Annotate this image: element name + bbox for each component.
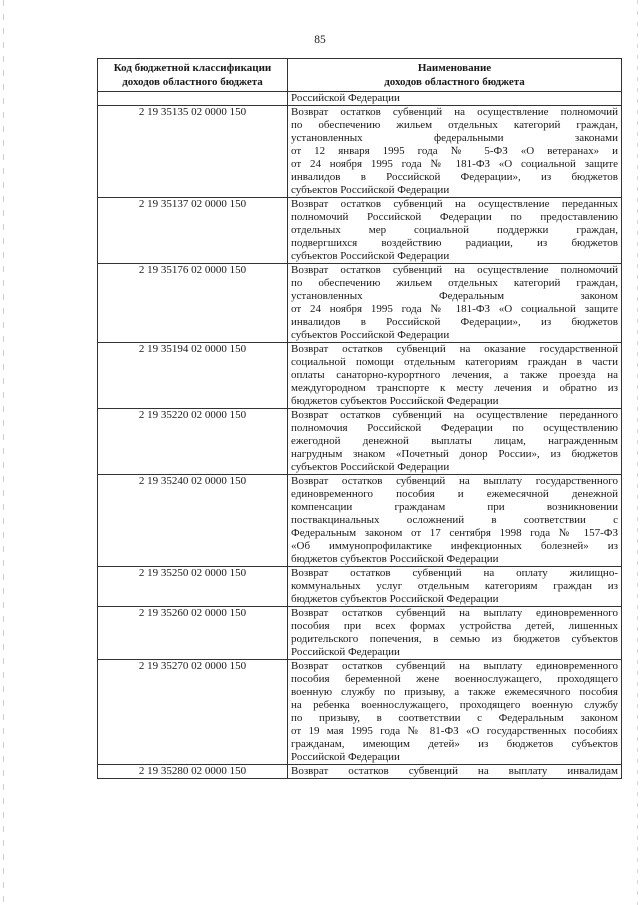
income-name-line: Возврат остатков субвенций на выплату единовременного	[291, 660, 618, 672]
income-name-line: бюджетов субъектов Российской Федерации	[291, 593, 499, 605]
income-name-line: Возврат остатков субвенций на выплату государственного	[291, 475, 618, 487]
income-name-line: инвалидов в Российской Федерации», из бюджетов	[291, 171, 618, 183]
income-name-line: от 19 мая 1995 года № 81-ФЗ «О государственных пособиях	[291, 725, 618, 737]
income-name-line: Возврат остатков субвенций на осуществление полномочий	[291, 264, 618, 276]
header-code-line-2: доходов областного бюджета	[122, 76, 263, 88]
table-row	[98, 343, 622, 409]
continuation-row	[98, 92, 622, 106]
table-row	[98, 475, 622, 567]
income-name-line: Возврат остатков субвенций на оплату жилищно-	[291, 567, 618, 579]
budget-code-cell: 2 19 35220 02 0000 150	[98, 409, 288, 475]
income-name-line: субъектов Российской Федерации	[291, 461, 450, 473]
table-row	[98, 198, 622, 264]
income-name-line: нагрудным знаком «Почетный донор России», из бюджетов	[291, 448, 618, 460]
header-name-line-2: доходов областного бюджета	[384, 76, 525, 88]
income-name-line: Федеральным законом от 17 сентября 1998 года № 157-ФЗ	[291, 527, 618, 539]
income-name-line: Возврат остатков субвенций на осуществление полномочий	[291, 106, 618, 118]
income-name-line: Возврат остатков субвенций на выплату единовременного	[291, 607, 618, 619]
income-name-cell	[288, 198, 622, 264]
income-name-line: пособия беременной жене военнослужащего, проходящего	[291, 673, 618, 685]
income-name-line: субъектов Российской Федерации	[291, 184, 450, 196]
scan-edge-left	[3, 0, 4, 905]
budget-code-cell: 2 19 35260 02 0000 150	[98, 607, 288, 660]
table-row	[98, 660, 622, 765]
income-name-line: Возврат остатков субвенций на осуществление переданного	[291, 409, 618, 421]
income-name-line: единовременного пособия и ежемесячной денежной	[291, 488, 618, 500]
budget-code-cell: 2 19 35240 02 0000 150	[98, 475, 288, 567]
header-name-line-1: Наименование	[417, 62, 492, 74]
income-name-line: междугородном транспорте к месту лечения и обратно из	[291, 382, 618, 394]
budget-code-cell: 2 19 35194 02 0000 150	[98, 343, 288, 409]
income-name-cell	[288, 343, 622, 409]
income-name-line: по обеспечению жильем отдельных категорий граждан,	[291, 119, 618, 131]
income-name-line: отдельных мер социальной поддержки граждан,	[291, 224, 618, 236]
budget-code-cell: 2 19 35137 02 0000 150	[98, 198, 288, 264]
income-name-line: родительского попечения, в семью из бюджетов субъектов	[291, 633, 618, 645]
income-name-line: компенсации гражданам при возникновении	[291, 501, 618, 513]
income-name-line: военную службу по призыву, а также ежемесячного пособия	[291, 686, 618, 698]
table-row	[98, 607, 622, 660]
budget-code-cell: 2 19 35270 02 0000 150	[98, 660, 288, 765]
header-code-line-1: Код бюджетной классификации	[113, 62, 272, 74]
income-name-line: инвалидов в Российской Федерации», из бюджетов	[291, 316, 618, 328]
income-name-line: полномочий Российской Федерации по предоставлению	[291, 211, 618, 223]
income-name-line: бюджетов субъектов Российской Федерации	[291, 395, 499, 407]
continuation-code-cell	[98, 92, 288, 106]
income-name-cell	[288, 765, 622, 779]
income-name-line: от 24 ноября 1995 года № 181-ФЗ «О социальной защите	[291, 303, 618, 315]
income-name-line: установленных федеральными законами	[291, 132, 618, 144]
income-name-line: от 24 ноября 1995 года № 181-ФЗ «О социальной защите	[291, 158, 618, 170]
income-name-line: гражданам, имеющим детей» из бюджетов субъектов	[291, 738, 618, 750]
income-name-cell	[288, 567, 622, 607]
income-name-line: бюджетов субъектов Российской Федерации	[291, 553, 499, 565]
income-name-line: от 12 января 1995 года № 5-ФЗ «О ветеранах» и	[291, 145, 618, 157]
income-name-line: субъектов Российской Федерации	[291, 250, 450, 262]
income-name-line: полномочия Российской Федерации по осуществлению	[291, 422, 618, 434]
table-row	[98, 264, 622, 343]
table-row	[98, 106, 622, 198]
income-name-line: установленных Федеральным законом	[291, 290, 618, 302]
header-name-column	[288, 59, 622, 92]
income-name-line: по призыву, в соответствии с Федеральным законом	[291, 712, 618, 724]
income-name-cell	[288, 607, 622, 660]
income-name-cell	[288, 106, 622, 198]
scan-edge-right	[637, 0, 638, 905]
income-name-line: социальной помощи отдельным категориям граждан в части	[291, 356, 618, 368]
table-row	[98, 765, 622, 779]
income-name-cell	[288, 264, 622, 343]
budget-code-cell: 2 19 35250 02 0000 150	[98, 567, 288, 607]
continuation-text: Российской Федерации	[288, 92, 622, 106]
income-name-cell	[288, 475, 622, 567]
income-name-line: коммунальных услуг отдельным категориям граждан из	[291, 580, 618, 592]
income-name-line: Возврат остатков субвенций на оказание государственной	[291, 343, 618, 355]
income-name-line: Российской Федерации	[291, 751, 400, 763]
income-name-line: Возврат остатков субвенций на осуществление переданных	[291, 198, 618, 210]
table-row	[98, 409, 622, 475]
income-name-line: субъектов Российской Федерации	[291, 329, 450, 341]
income-name-line: ежегодной денежной выплаты лицам, награжденным	[291, 435, 618, 447]
table-header-row	[98, 59, 622, 92]
income-name-line: пособия при всех формах устройства детей, лишенных	[291, 620, 618, 632]
budget-code-cell: 2 19 35135 02 0000 150	[98, 106, 288, 198]
income-name-cell	[288, 660, 622, 765]
income-name-line: Российской Федерации	[291, 646, 400, 658]
income-name-line: на ребенка военнослужащего, проходящего военную службу	[291, 699, 618, 711]
page-number: 85	[314, 34, 326, 46]
budget-code-cell: 2 19 35280 02 0000 150	[98, 765, 288, 779]
budget-code-cell: 2 19 35176 02 0000 150	[98, 264, 288, 343]
budget-classification-table	[97, 58, 622, 779]
income-name-line: Возврат остатков субвенций на выплату инвалидам	[291, 765, 618, 777]
income-name-line: «Об иммунопрофилактике инфекционных болезней» из	[291, 540, 618, 552]
income-name-line: оплаты санаторно-курортного лечения, а также проезда на	[291, 369, 618, 381]
header-code-column	[98, 59, 288, 92]
income-name-line: подвергшихся воздействию радиации, из бюджетов	[291, 237, 618, 249]
table-row	[98, 567, 622, 607]
income-name-cell	[288, 409, 622, 475]
income-name-line: поствакцинальных осложнений в соответствии с	[291, 514, 618, 526]
income-name-line: по обеспечению жильем отдельных категорий граждан,	[291, 277, 618, 289]
